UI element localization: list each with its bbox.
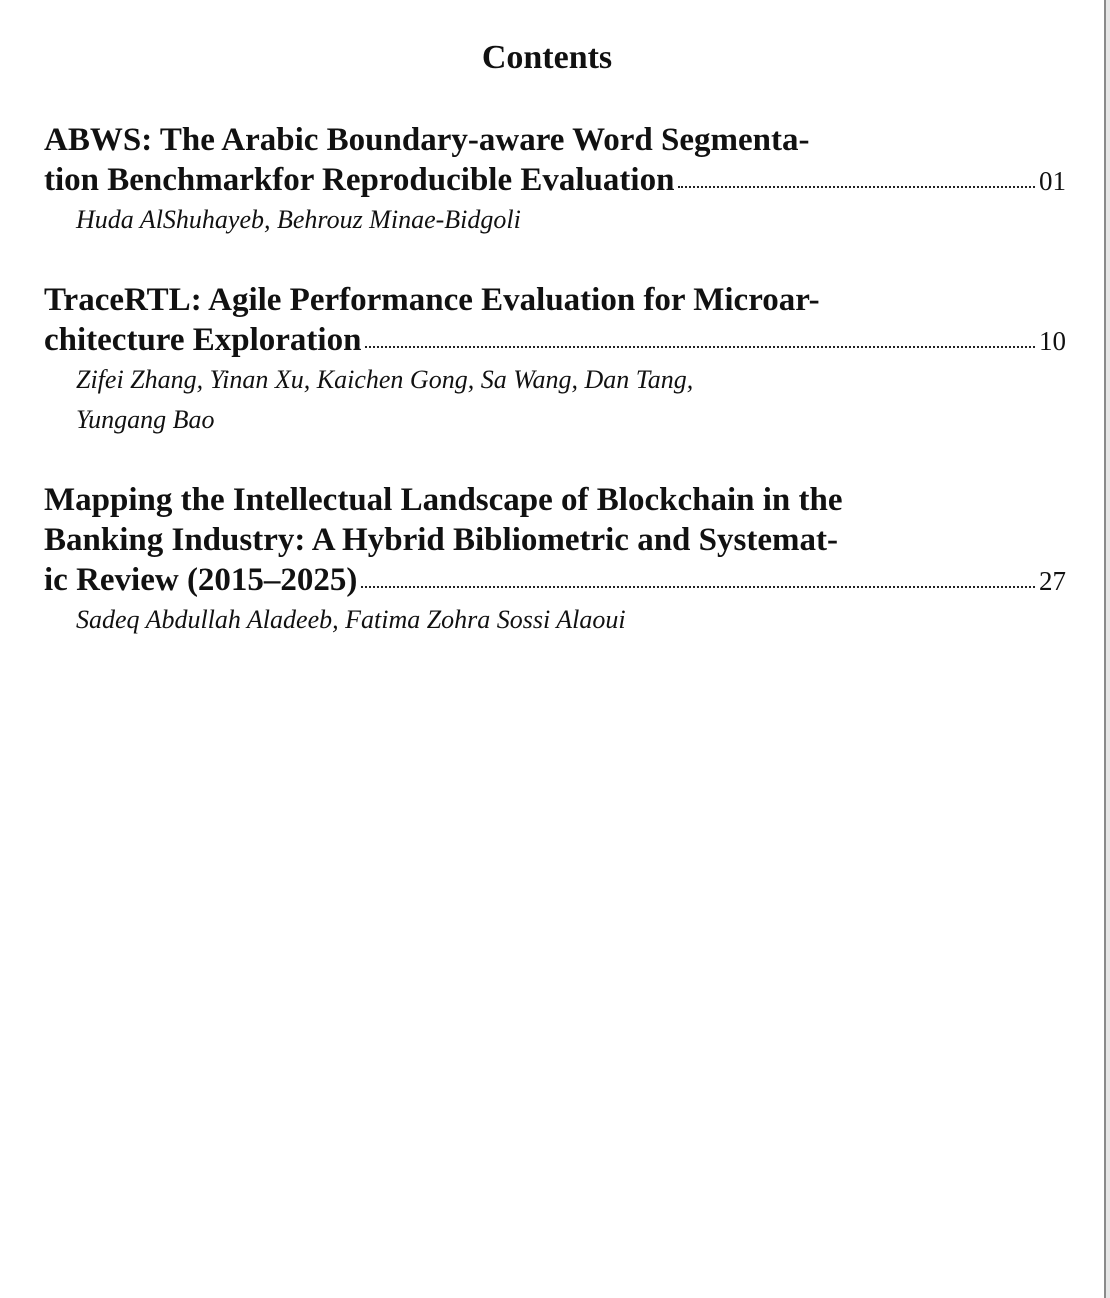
entry-authors: Sadeq Abdullah Aladeeb, Fatima Zohra Sossi Alaoui — [76, 605, 626, 634]
entry-title-last-line — [44, 560, 1066, 600]
entry-title-line: ic Review (2015–2025) — [44, 562, 358, 598]
dot-leader — [678, 186, 1035, 188]
entry-page-number: 27 — [1039, 566, 1066, 596]
entry-title-line: tion Benchmarkfor Reproducible Evaluation — [44, 162, 675, 198]
page-edge-shadow — [1106, 0, 1110, 1298]
entry-title-last-line — [44, 320, 1066, 360]
entry-title-last-line — [44, 160, 1066, 200]
entry-title-line: TraceRTL: Agile Performance Evaluation for Microar- — [44, 282, 820, 318]
dot-leader — [361, 586, 1035, 588]
toc-entry-blockchain[interactable] — [44, 480, 1066, 640]
entry-title-line: ABWS: The Arabic Boundary-aware Word Segmenta- — [44, 122, 810, 158]
entry-page-number: 01 — [1039, 166, 1066, 196]
dot-leader — [365, 346, 1035, 348]
entry-authors: Huda AlShuhayeb, Behrouz Minae-Bidgoli — [76, 205, 521, 234]
entry-title-line: chitecture Exploration — [44, 322, 362, 358]
entry-title-line: Mapping the Intellectual Landscape of Blockchain in the — [44, 482, 843, 518]
toc-entry-abws[interactable] — [44, 120, 1066, 240]
contents-heading: Contents — [481, 39, 613, 76]
toc-entry-tracertl[interactable] — [44, 280, 1066, 440]
entry-authors: Yungang Bao — [76, 405, 215, 434]
entry-page-number: 10 — [1039, 326, 1066, 356]
entry-title-line: Banking Industry: A Hybrid Bibliometric and Systemat- — [44, 522, 838, 558]
entry-authors: Zifei Zhang, Yinan Xu, Kaichen Gong, Sa Wang, Dan Tang, — [76, 365, 694, 394]
